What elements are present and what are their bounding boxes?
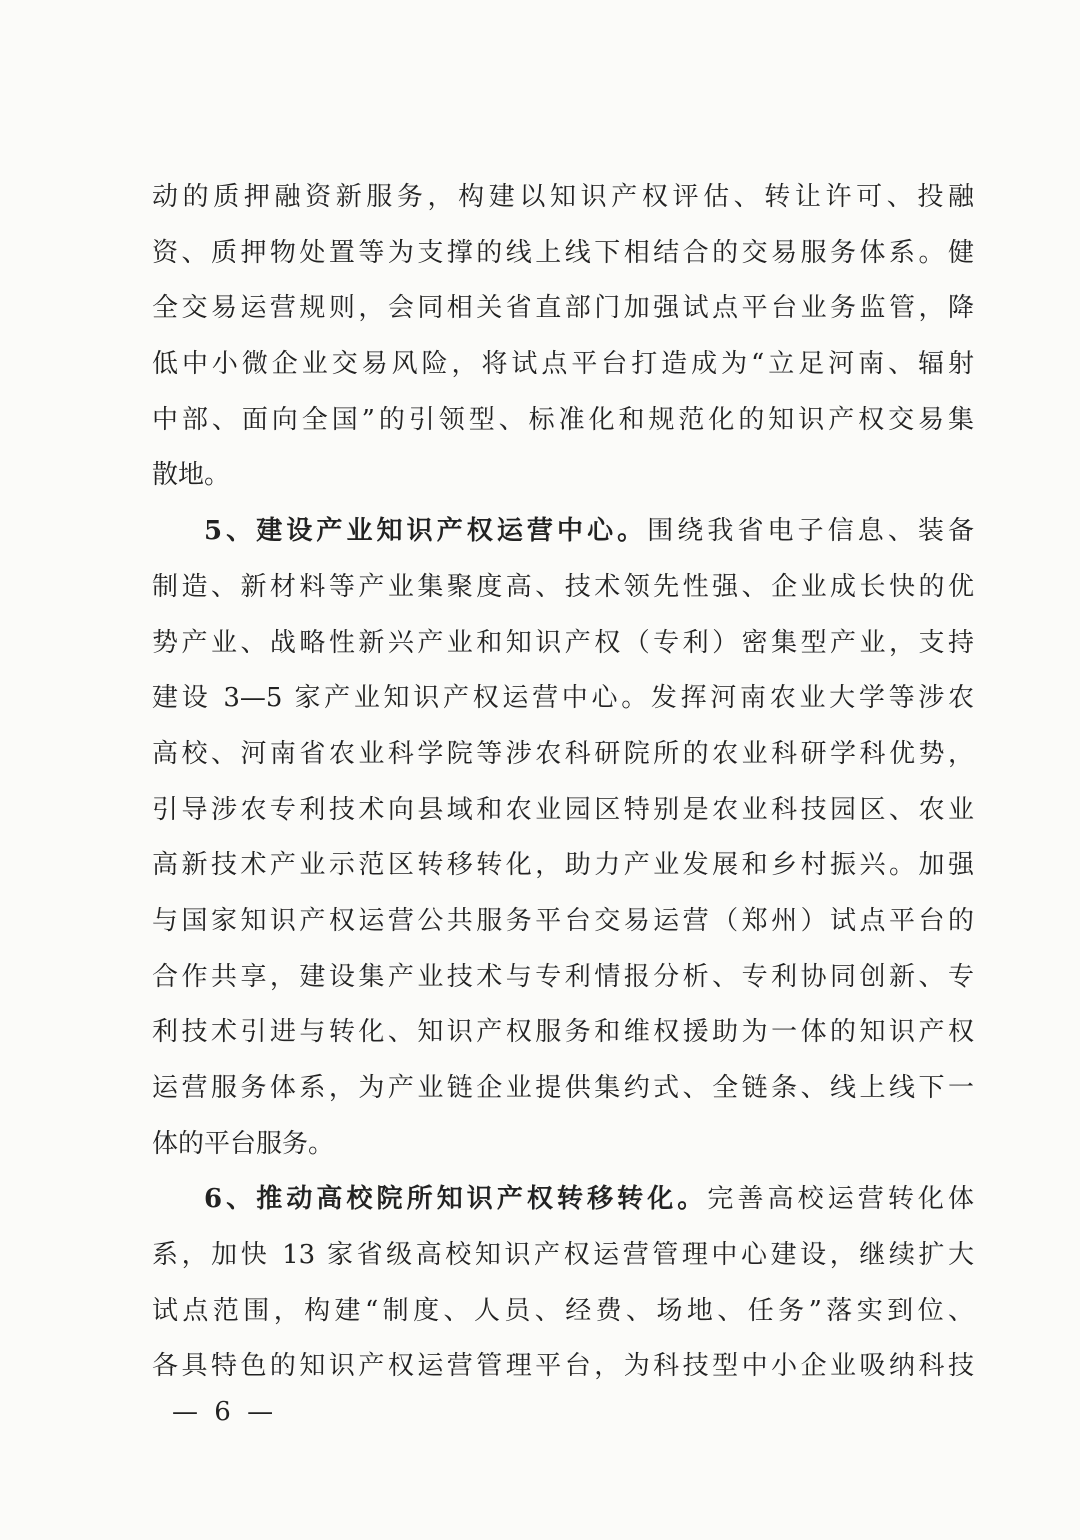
text-line: 与国家知识产权运营公共服务平台交易运营（郑州）试点平台的 <box>152 905 974 936</box>
text-line: 运营服务体系，为产业链企业提供集约式、全链条、线上线下一 <box>152 1073 974 1103</box>
paragraph-6-first-line <box>152 1172 974 1228</box>
text-line: 低中小微企业交易风险，将试点平台打造成为“立足河南、辐射 <box>152 349 974 380</box>
text-line: 试点范围，构建“制度、人员、经费、场地、任务”落实到位、 <box>152 1295 974 1326</box>
paragraph-5-first-line <box>152 504 974 560</box>
section-heading-5: 5、建设产业知识产权运营中心。 <box>204 516 648 547</box>
text-line: 系，加快 13 家省级高校知识产权运营管理中心建设，继续扩大 <box>152 1240 974 1271</box>
text-line: 利技术引进与转化、知识产权服务和维权援助为一体的知识产权 <box>152 1017 974 1048</box>
text-line: 中部、面向全国”的引领型、标准化和规范化的知识产权交易集 <box>152 404 974 435</box>
text-line: 引导涉农专利技术向县域和农业园区特别是农业科技园区、农业 <box>152 794 974 825</box>
text-line: 围绕我省电子信息、装备 <box>647 516 974 547</box>
text-line: 各具特色的知识产权运营管理平台，为科技型中小企业吸纳科技 <box>152 1351 974 1382</box>
text-line: 资、质押物处置等为支撑的线上线下相结合的交易服务体系。健 <box>152 237 974 268</box>
body-text <box>152 170 974 1395</box>
text-line: 合作共享，建设集产业技术与专利情报分析、专利协同创新、专 <box>152 961 974 992</box>
text-line: 势产业、战略性新兴产业和知识产权（专利）密集型产业，支持 <box>152 627 974 658</box>
text-line: 完善高校运营转化体 <box>707 1184 974 1215</box>
text-line: 体的平台服务。 <box>152 1128 335 1159</box>
text-line: 建设 3—5 家产业知识产权运营中心。发挥河南农业大学等涉农 <box>152 683 974 714</box>
section-heading-6: 6、推动高校院所知识产权转移转化。 <box>204 1184 708 1215</box>
text-line: 散地。 <box>152 460 231 491</box>
text-line: 制造、新材料等产业集聚度高、技术领先性强、企业成长快的优 <box>152 571 974 602</box>
page-number: — 6 — <box>172 1397 278 1427</box>
text-line: 高校、河南省农业科学院等涉农科研院所的农业科研学科优势， <box>152 738 974 769</box>
text-line: 全交易运营规则，会同相关省直部门加强试点平台业务监管，降 <box>152 293 974 324</box>
text-line: 动的质押融资新服务，构建以知识产权评估、转让许可、投融 <box>152 182 974 212</box>
text-line: 高新技术产业示范区转移转化，助力产业发展和乡村振兴。加强 <box>152 850 974 881</box>
